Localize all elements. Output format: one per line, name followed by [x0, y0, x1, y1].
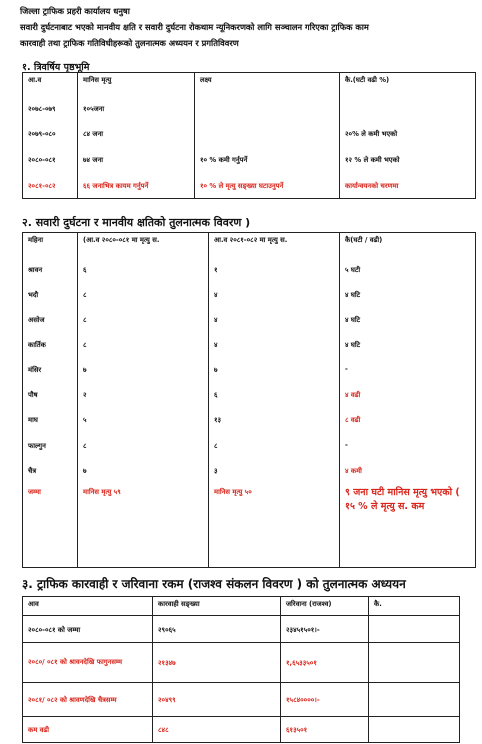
table-cell: ४ घटि: [340, 332, 476, 357]
table-cell: [369, 717, 460, 743]
table-cell: कम वढी: [23, 717, 153, 743]
table-row: [23, 643, 460, 683]
table-cell: ६१३५०१: [281, 717, 369, 743]
table-cell: १० % ले मृत्यु सङ्ख्या घटाउनुपर्ने: [195, 173, 340, 199]
table-cell: २०४९९: [153, 683, 281, 717]
table-row: [23, 433, 476, 458]
table-cell: २०% ले कमी भएको: [340, 121, 476, 147]
table-cell: ७४ जना: [78, 147, 195, 173]
header-cell: जरिवाना (राजश्व): [281, 597, 369, 616]
table-cell: ८४ जना: [78, 121, 195, 147]
table-cell: कार्यान्वयनको चरणमा: [340, 173, 476, 199]
table-cell: ४: [209, 332, 340, 357]
table-cell: २०७९-०८०: [23, 121, 78, 147]
table-cell: [340, 96, 476, 121]
table-cell: ६६ जनाभित्र कायम गर्नुपर्ने: [78, 173, 195, 199]
table-cell: १० % कमी गर्नुपर्ने: [195, 147, 340, 173]
table-cell: १०५जना: [78, 96, 195, 121]
table-cell: २०८०-०८१: [23, 147, 78, 173]
table-cell: ५: [78, 407, 209, 433]
table-header-row: [23, 597, 460, 616]
table-cell: ५ घटी: [340, 257, 476, 282]
section2-table: [22, 232, 476, 568]
table-cell: ८ वढी: [340, 407, 476, 433]
table-cell: १३: [209, 407, 340, 433]
table-cell: श्रावन: [23, 257, 78, 282]
table-cell: चैत्र: [23, 458, 78, 483]
table-cell: २०८१/ ०८२ को श्रावणदेखि चैत्रसम्म: [23, 683, 153, 717]
header-cell: लक्ष्य: [195, 73, 340, 96]
table-row: [23, 121, 476, 147]
table-row: [23, 458, 476, 483]
table-row: [23, 282, 476, 307]
section3-table: [22, 596, 460, 743]
header-cell: कारवाही सङ्ख्या: [153, 597, 281, 616]
table-cell: १,६५३३५०१: [281, 643, 369, 683]
section1-table: [22, 72, 476, 199]
table-cell: २०७८-०७९: [23, 96, 78, 121]
table-cell: असोज: [23, 307, 78, 332]
table-header-row: [23, 73, 476, 96]
table-row: [23, 382, 476, 407]
table-cell: २०८०-०८१ को जम्मा: [23, 616, 153, 643]
table-row-highlight: [23, 173, 476, 199]
table-cell: माघ: [23, 407, 78, 433]
total-cell: मानिस मृत्यु ५०: [209, 483, 340, 568]
table-cell: ८: [78, 282, 209, 307]
intro-block: [20, 3, 369, 51]
table-cell: ४ वढी: [340, 382, 476, 407]
table-cell: [369, 683, 460, 717]
table-cell: ४ घटि: [340, 282, 476, 307]
table-cell: ४ कमी: [340, 458, 476, 483]
table-cell: १: [209, 257, 340, 282]
total-summary: ९ जना घटी मानिस मृत्यु भएको ( १५ % ले मृत्यु स. कम: [340, 483, 476, 568]
table-cell: ८: [78, 332, 209, 357]
header-cell: आव: [23, 597, 153, 616]
header-cell: महिना: [23, 233, 78, 257]
table-cell: २१३४७: [153, 643, 281, 683]
table-cell: ४: [209, 282, 340, 307]
table-row: [23, 307, 476, 332]
section1-heading: १. त्रिवर्षिय पृष्ठभूमि: [22, 62, 90, 73]
table-row: [23, 357, 476, 382]
table-cell: [195, 121, 340, 147]
table-header-row: [23, 233, 476, 257]
table-row: [23, 717, 460, 743]
intro-line-3: कारवाही तथा ट्राफिक गतिविधीहरूको तुलनात्मक अध्ययन र प्रगतिविवरण: [20, 38, 239, 48]
table-cell: २: [78, 382, 209, 407]
table-cell: ८: [209, 433, 340, 458]
header-cell: आ.व: [23, 73, 78, 96]
table-cell: ६: [209, 382, 340, 407]
table-cell: कार्तिक: [23, 332, 78, 357]
table-total-row: [23, 483, 476, 568]
table-cell: २०८०/ ०८१ को श्रावनदेखि फागुनसम्म: [23, 643, 153, 683]
table-cell: १२ % ले कमी भएको: [340, 147, 476, 173]
table-cell: ८: [78, 433, 209, 458]
total-cell: मानिस मृत्यु ५९: [78, 483, 209, 568]
table-cell: २९०६५: [153, 616, 281, 643]
table-cell: -: [340, 357, 476, 382]
total-label: जम्मा: [23, 483, 78, 568]
table-cell: ६: [78, 257, 209, 282]
section2-heading: २. सवारी दुर्घटना र मानवीय क्षतिको तुलनात्मक विवरण ): [22, 216, 251, 229]
header-cell: आ.व २०८१-०८२ मा मृत्यु स.: [209, 233, 340, 257]
table-cell: पौष: [23, 382, 78, 407]
table-cell: ४: [209, 307, 340, 332]
table-cell: ७: [209, 357, 340, 382]
table-cell: -: [340, 433, 476, 458]
intro-line-2: सवारी दुर्घटनाबाट भएको मानवीय क्षति र सवारी दुर्घटना रोकथाम न्यूनिकरणको लागि सञ्चालन गरिएका ट्राफिक काम: [20, 22, 369, 32]
table-cell: फाल्गुन: [23, 433, 78, 458]
table-row: [23, 616, 460, 643]
table-cell: ८४८: [153, 717, 281, 743]
table-cell: [369, 643, 460, 683]
table-cell: [195, 96, 340, 121]
table-cell: २३४५१५०१।-: [281, 616, 369, 643]
table-row: [23, 147, 476, 173]
office-title: जिल्ला ट्राफिक प्रहरी कार्यालय धनुषा: [20, 6, 130, 16]
header-cell: कै(घटी / वढी): [340, 233, 476, 257]
table-cell: १५८४००००।-: [281, 683, 369, 717]
table-cell: ७: [78, 458, 209, 483]
table-cell: ४ घटि: [340, 307, 476, 332]
table-cell: भदौ: [23, 282, 78, 307]
header-cell: मानिस मृत्यु: [78, 73, 195, 96]
table-row: [23, 332, 476, 357]
header-cell: (आ.व २०८०-०८१ मा मृत्यु स.: [78, 233, 209, 257]
table-row: [23, 407, 476, 433]
table-row: [23, 96, 476, 121]
header-cell: कै.(घटी वढी %): [340, 73, 476, 96]
table-cell: ८: [78, 307, 209, 332]
table-cell: [369, 616, 460, 643]
table-row: [23, 683, 460, 717]
table-cell: ३: [209, 458, 340, 483]
table-row: [23, 257, 476, 282]
table-cell: ७: [78, 357, 209, 382]
header-cell: कै.: [369, 597, 460, 616]
table-cell: २०८१-०८२: [23, 173, 78, 199]
section3-heading: ३. ट्राफिक कारवाही र जरिवाना रकम (राजश्व संकलन विवरण ) को तुलनात्मक अध्ययन: [22, 577, 406, 591]
table-cell: मंसिर: [23, 357, 78, 382]
